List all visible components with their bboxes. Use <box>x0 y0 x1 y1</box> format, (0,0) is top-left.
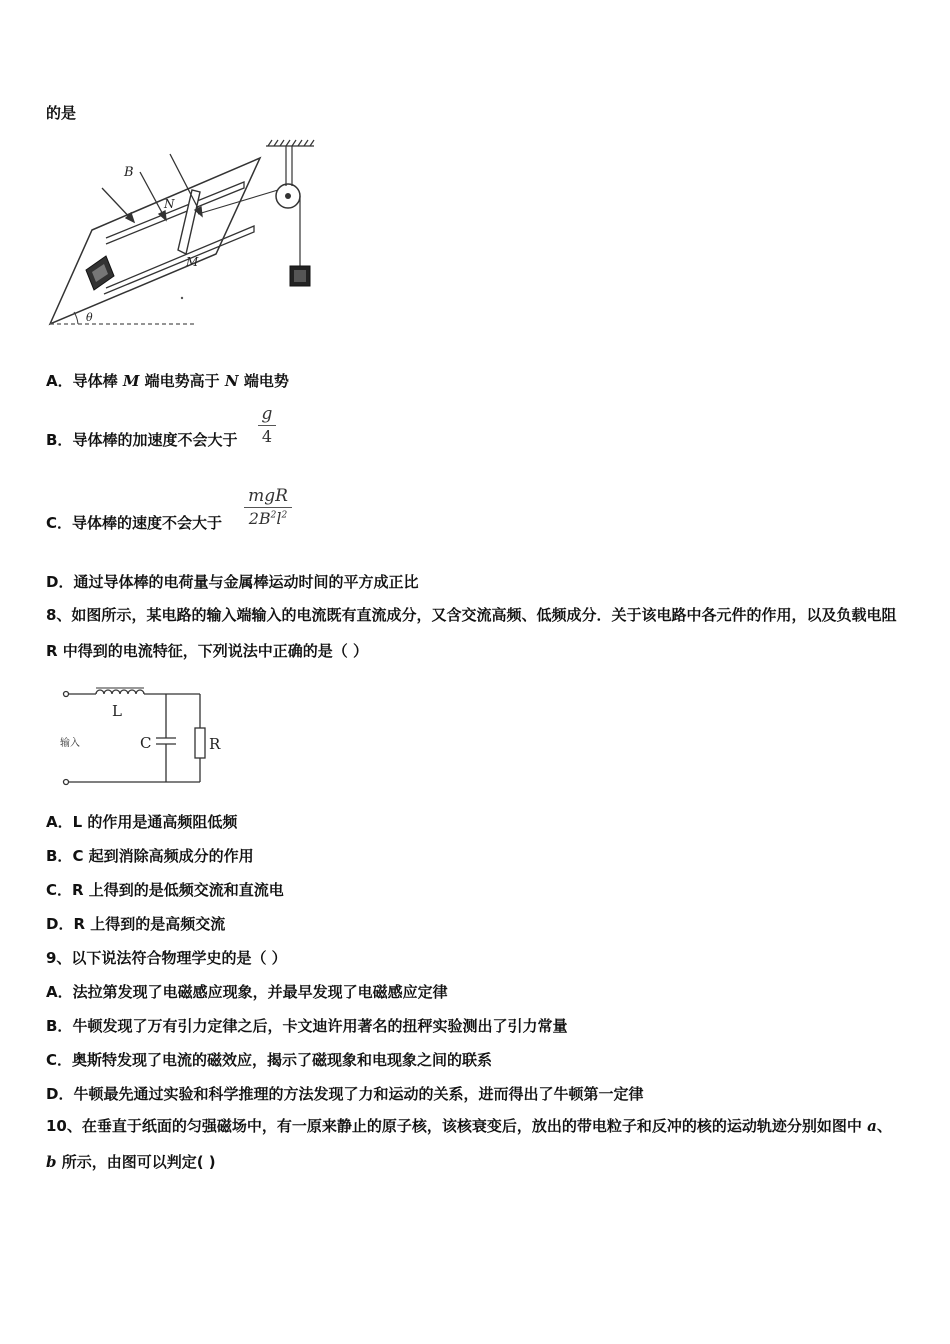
field-label-B: B <box>124 165 134 180</box>
q10-stem: 10、在垂直于纸面的匀强磁场中，有一原来静止的原子核，该核衰变后，放出的带电粒子和反冲的核的运动轨迹分别如图中 a、 b 所示，由图可以判定( ) <box>46 1117 892 1171</box>
q9-option-b[interactable]: B．牛顿发现了万有引力定律之后，卡文迪许用著名的扭秤实验测出了引力常量 <box>46 1017 568 1035</box>
q7-option-d[interactable]: D．通过导体棒的电荷量与金属棒运动时间的平方成正比 <box>46 573 419 591</box>
lc-circuit-figure <box>56 680 236 790</box>
rod-label-N: N <box>164 197 175 211</box>
circuit-label-R: R <box>209 735 221 753</box>
circuit-label-input: 输入 <box>60 738 80 749</box>
q8-option-d[interactable]: D．R 上得到的是高频交流 <box>46 915 226 933</box>
q9-option-c[interactable]: C．奥斯特发现了电流的磁效应，揭示了磁现象和电现象之间的联系 <box>46 1051 493 1069</box>
q7-option-c-fraction: mgR $2B^2l^2$ <box>244 486 292 528</box>
q8-option-b[interactable]: B．C 起到消除高频成分的作用 <box>46 847 254 865</box>
rails <box>104 182 254 294</box>
resistor-block <box>86 256 114 290</box>
q8-option-a[interactable]: A．L 的作用是通高频阻低频 <box>46 813 238 831</box>
q7-option-c[interactable]: C．导体棒的速度不会大于 <box>46 514 223 532</box>
q7-option-a[interactable]: A．导体棒 M 端电势高于 N 端电势 <box>46 372 289 390</box>
q8-stem: 8、如图所示，某电路的输入端输入的电流既有直流成分，又含交流高频、低频成分．关于该电路中各元件的作用，以及负载电阻 R 中得到的电流特征，下列说法中正确的是（ ） <box>46 606 897 660</box>
angle-label-theta: θ <box>86 311 93 324</box>
incline-figure <box>44 138 334 332</box>
q9-stem: 9、以下说法符合物理学史的是（ ） <box>46 949 287 967</box>
ceiling-support <box>266 140 314 186</box>
circuit-label-L: L <box>112 702 122 720</box>
q8-option-c[interactable]: C．R 上得到的是低频交流和直流电 <box>46 881 284 899</box>
intro-text: 的是 <box>46 104 77 122</box>
q9-option-d[interactable]: D．牛顿最先通过实验和科学推理的方法发现了力和运动的关系，进而得出了牛顿第一定律 <box>46 1085 644 1103</box>
q9-option-a[interactable]: A．法拉第发现了电磁感应现象，并最早发现了电磁感应定律 <box>46 983 448 1001</box>
q7-option-b[interactable]: B．导体棒的加速度不会大于 <box>46 431 238 449</box>
rod-label-M: M <box>186 255 199 269</box>
conductor-rod <box>178 190 200 254</box>
q7-option-b-fraction: g 4 <box>258 404 276 446</box>
circuit-label-C: C <box>140 734 152 752</box>
inclined-plane <box>50 158 260 324</box>
